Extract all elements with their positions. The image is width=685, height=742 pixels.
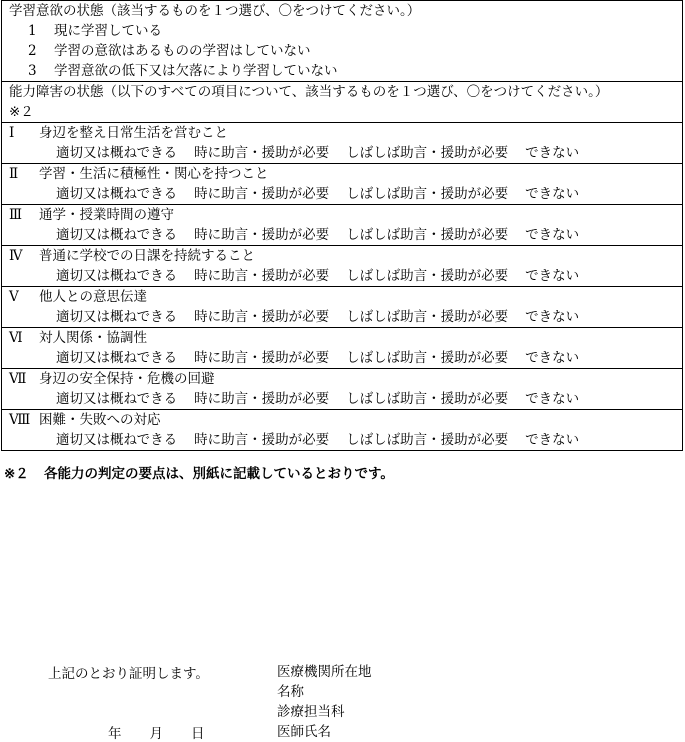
learning-option-2[interactable]	[2, 41, 682, 61]
choice-sometimes[interactable]: 時に助言・援助が必要	[194, 227, 330, 243]
item-title: 通学・授業時間の遵守	[39, 207, 174, 223]
ability-item	[2, 123, 682, 164]
ability-item	[2, 164, 682, 205]
choice-appropriate[interactable]: 適切又は概ねできる	[56, 227, 178, 243]
ability-item	[2, 328, 682, 369]
choice-unable[interactable]: できない	[525, 227, 580, 243]
option-label: 現に学習している	[54, 23, 162, 39]
choice-unable[interactable]: できない	[525, 350, 580, 366]
option-label: 学習の意欲はあるものの学習はしていない	[54, 43, 311, 59]
learning-section	[2, 1, 682, 82]
ability-header	[2, 82, 682, 123]
choice-sometimes[interactable]: 時に助言・援助が必要	[194, 432, 330, 448]
ability-item	[2, 410, 682, 450]
item-title: 困難・失敗への対応	[39, 412, 161, 428]
physician-name-label: 医師氏名	[277, 724, 331, 740]
choice-sometimes[interactable]: 時に助言・援助が必要	[194, 268, 330, 284]
learning-heading: 学習意欲の状態（該当するものを１つ選び、〇をつけてください。）	[9, 3, 421, 19]
institution-address-label: 医療機関所在地	[277, 664, 372, 680]
footnote-text: 各能力の判定の要点は、別紙に記載しているとおりです。	[44, 466, 394, 482]
choice-unable[interactable]: できない	[525, 391, 580, 407]
option-number: 3	[28, 63, 37, 79]
institution-name-label: 名称	[277, 684, 304, 700]
ability-item	[2, 287, 682, 328]
choice-sometimes[interactable]: 時に助言・援助が必要	[194, 391, 330, 407]
choice-often[interactable]: しばしば助言・援助が必要	[346, 432, 509, 448]
choice-often[interactable]: しばしば助言・援助が必要	[346, 350, 509, 366]
roman-numeral: Ⅰ	[9, 125, 15, 141]
roman-numeral: Ⅴ	[9, 289, 19, 305]
choice-unable[interactable]: できない	[525, 432, 580, 448]
footnote-mark: ※２	[4, 466, 29, 482]
choice-appropriate[interactable]: 適切又は概ねできる	[56, 309, 178, 325]
footnote	[4, 462, 394, 482]
choice-unable[interactable]: できない	[525, 309, 580, 325]
ability-item	[2, 369, 682, 410]
choice-often[interactable]: しばしば助言・援助が必要	[346, 268, 509, 284]
department-label: 診療担当科	[277, 704, 345, 720]
choice-appropriate[interactable]: 適切又は概ねできる	[56, 186, 178, 202]
assessment-form	[1, 0, 683, 451]
year-label: 年	[108, 726, 122, 742]
choice-often[interactable]: しばしば助言・援助が必要	[346, 186, 509, 202]
day-label: 日	[191, 726, 205, 742]
item-title: 身辺の安全保持・危機の回避	[39, 371, 215, 387]
choice-appropriate[interactable]: 適切又は概ねできる	[56, 268, 178, 284]
institution-fields	[277, 662, 372, 742]
option-number: 1	[28, 23, 37, 39]
choice-often[interactable]: しばしば助言・援助が必要	[346, 391, 509, 407]
choice-appropriate[interactable]: 適切又は概ねできる	[56, 145, 178, 161]
roman-numeral: Ⅲ	[9, 207, 23, 223]
ability-heading: 能力障害の状態（以下のすべての項目について、該当するものを１つ選び、〇をつけてください。）	[9, 84, 609, 100]
choice-sometimes[interactable]: 時に助言・援助が必要	[194, 145, 330, 161]
month-label: 月	[149, 726, 163, 742]
choice-often[interactable]: しばしば助言・援助が必要	[346, 309, 509, 325]
roman-numeral: Ⅶ	[9, 371, 27, 387]
item-title: 他人との意思伝達	[39, 289, 147, 305]
choice-sometimes[interactable]: 時に助言・援助が必要	[194, 186, 330, 202]
date-fields	[108, 722, 233, 742]
roman-numeral: Ⅱ	[9, 166, 19, 182]
item-title: 普通に学校での日課を持続すること	[39, 248, 255, 264]
choice-sometimes[interactable]: 時に助言・援助が必要	[194, 309, 330, 325]
choice-appropriate[interactable]: 適切又は概ねできる	[56, 350, 178, 366]
ability-note-ref: ※２	[9, 104, 34, 120]
roman-numeral: Ⅵ	[9, 330, 23, 346]
choice-unable[interactable]: できない	[525, 186, 580, 202]
choice-unable[interactable]: できない	[525, 145, 580, 161]
learning-option-1[interactable]	[2, 21, 682, 41]
ability-item	[2, 205, 682, 246]
item-title: 身辺を整え日常生活を営むこと	[39, 125, 228, 141]
item-title: 対人関係・協調性	[39, 330, 147, 346]
choice-often[interactable]: しばしば助言・援助が必要	[346, 145, 509, 161]
option-number: 2	[28, 43, 37, 59]
ability-item	[2, 246, 682, 287]
certification-statement: 上記のとおり証明します。	[48, 666, 209, 682]
roman-numeral: Ⅷ	[9, 412, 31, 428]
choice-sometimes[interactable]: 時に助言・援助が必要	[194, 350, 330, 366]
choice-often[interactable]: しばしば助言・援助が必要	[346, 227, 509, 243]
choice-unable[interactable]: できない	[525, 268, 580, 284]
choice-appropriate[interactable]: 適切又は概ねできる	[56, 432, 178, 448]
option-label: 学習意欲の低下又は欠落により学習していない	[54, 63, 338, 79]
item-title: 学習・生活に積極性・関心を持つこと	[39, 166, 269, 182]
choice-appropriate[interactable]: 適切又は概ねできる	[56, 391, 178, 407]
learning-option-3[interactable]	[2, 61, 682, 81]
roman-numeral: Ⅳ	[9, 248, 23, 264]
